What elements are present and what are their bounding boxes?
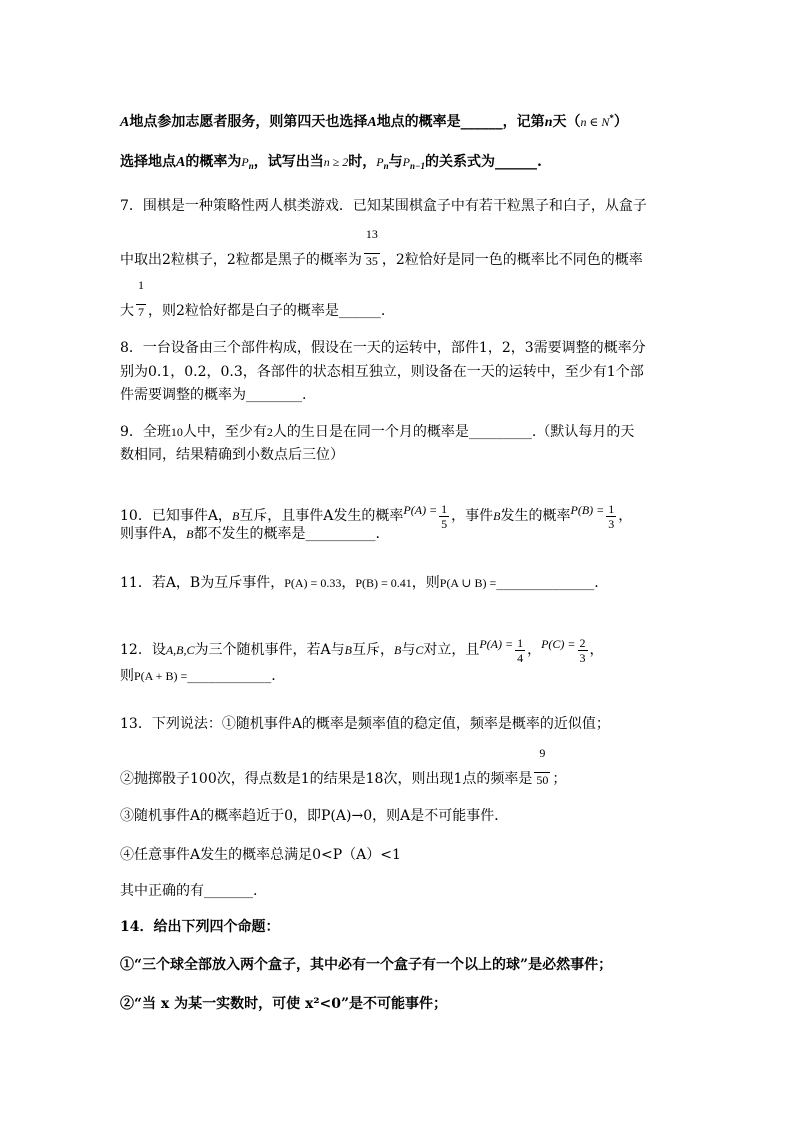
- q14-line-3: ②“当 x 为某一实数时，可使 x²<0”是不可能事件；: [120, 996, 448, 1012]
- q6-line-1: A地点参加志愿者服务，则第四天也选择A地点的概率是______，记第n天（n ∈ N*）: [120, 113, 628, 130]
- q9-line-1: 9．全班10人中，至少有2人的生日是在同一个月的概率是_________.（默认每月的天: [120, 424, 635, 440]
- q8-line-2: 别为0.1，0.2，0.3，各部件的状态相互独立，则设备在一天的运转中，至少有1个部: [120, 364, 644, 380]
- q9-line-2: 数相同，结果精确到小数点后三位）: [120, 447, 344, 463]
- q8-line-1: 8．一台设备由三个部件构成，假设在一天的运转中，部件1，2，3需要调整的概率分: [120, 340, 646, 356]
- fraction-9-50: $\frac{9}{50}$: [536, 745, 549, 787]
- q12-line-1: 12．设A,B,C为三个随机事件，若A与B互斥，B与C对立，且P(A) = $\frac{1}{4}$ ，P(C) = $\frac{2}{3}$ ，: [120, 635, 604, 665]
- q13-line-5: 其中正确的有_______.: [120, 883, 258, 899]
- q7-line-2: 中取出2粒棋子，2粒都是黑子的概率为 $\frac{13}{35}$ ，2粒恰好是同一色的概率比不同色的概率: [120, 226, 643, 268]
- q13-line-1: 13．下列说法：①随机事件A的概率是频率值的稳定值，频率是概率的近似值；: [120, 716, 610, 732]
- q6-line-2: 选择地点A的概率为$P_n$，试写出当n ≥ 2时，$P_n$与$P_{n-1}$的关系式为______.: [120, 154, 542, 171]
- q10-line-1: 10．已知事件A，B互斥，且事件A发生的概率P(A) = $\frac{1}{5}$ ，事件B发生的概率P(B) = $\frac{1}{3}$ ，: [120, 501, 633, 531]
- q8-line-3: 件需要调整的概率为________.: [120, 387, 307, 403]
- q7-line-1: 7．围棋是一种策略性两人棋类游戏．已知某围棋盒子中有若干粒黑子和白子，从盒子: [120, 198, 647, 214]
- fraction-1-7: $\frac{1}{7}$: [138, 277, 144, 319]
- q12-line-2: 则P(A + B) =____________.: [120, 668, 276, 684]
- fraction-13-35: $\frac{13}{35}$: [365, 226, 378, 268]
- q13-line-4: ④任意事件A发生的概率总满足0<P（A）<1: [120, 847, 401, 863]
- fraction-2-3: $\frac{2}{3}$: [579, 635, 586, 665]
- fraction-1-5: $\frac{1}{5}$: [441, 501, 448, 531]
- q10-line-2: 则事件A，B都不发生的概率是__________.: [120, 526, 380, 542]
- q13-line-2: ②抛掷骰子100次，得点数是1的结果是18次，则出现1点的频率是 $\frac{9}{50}$ ；: [120, 745, 567, 787]
- q14-line-2: ①“三个球全部放入两个盒子，其中必有一个盒子有一个以上的球”是必然事件；: [120, 957, 613, 973]
- q11-line: 11．若A，B为互斥事件，P(A) = 0.33，P(B) = 0.41，则P(A ∪ B) =______________.: [120, 575, 599, 591]
- fraction-1-3: $\frac{1}{3}$: [608, 501, 615, 531]
- q13-line-3: ③随机事件A的概率趋近于0，即P(A)→0，则A是不可能事件．: [120, 808, 509, 824]
- q14-line-1: 14．给出下列四个命题：: [120, 919, 280, 935]
- fraction-1-4: $\frac{1}{4}$: [517, 635, 524, 665]
- q7-line-3: 大 $\frac{1}{7}$ ，则2粒恰好都是白子的概率是______.: [120, 277, 386, 319]
